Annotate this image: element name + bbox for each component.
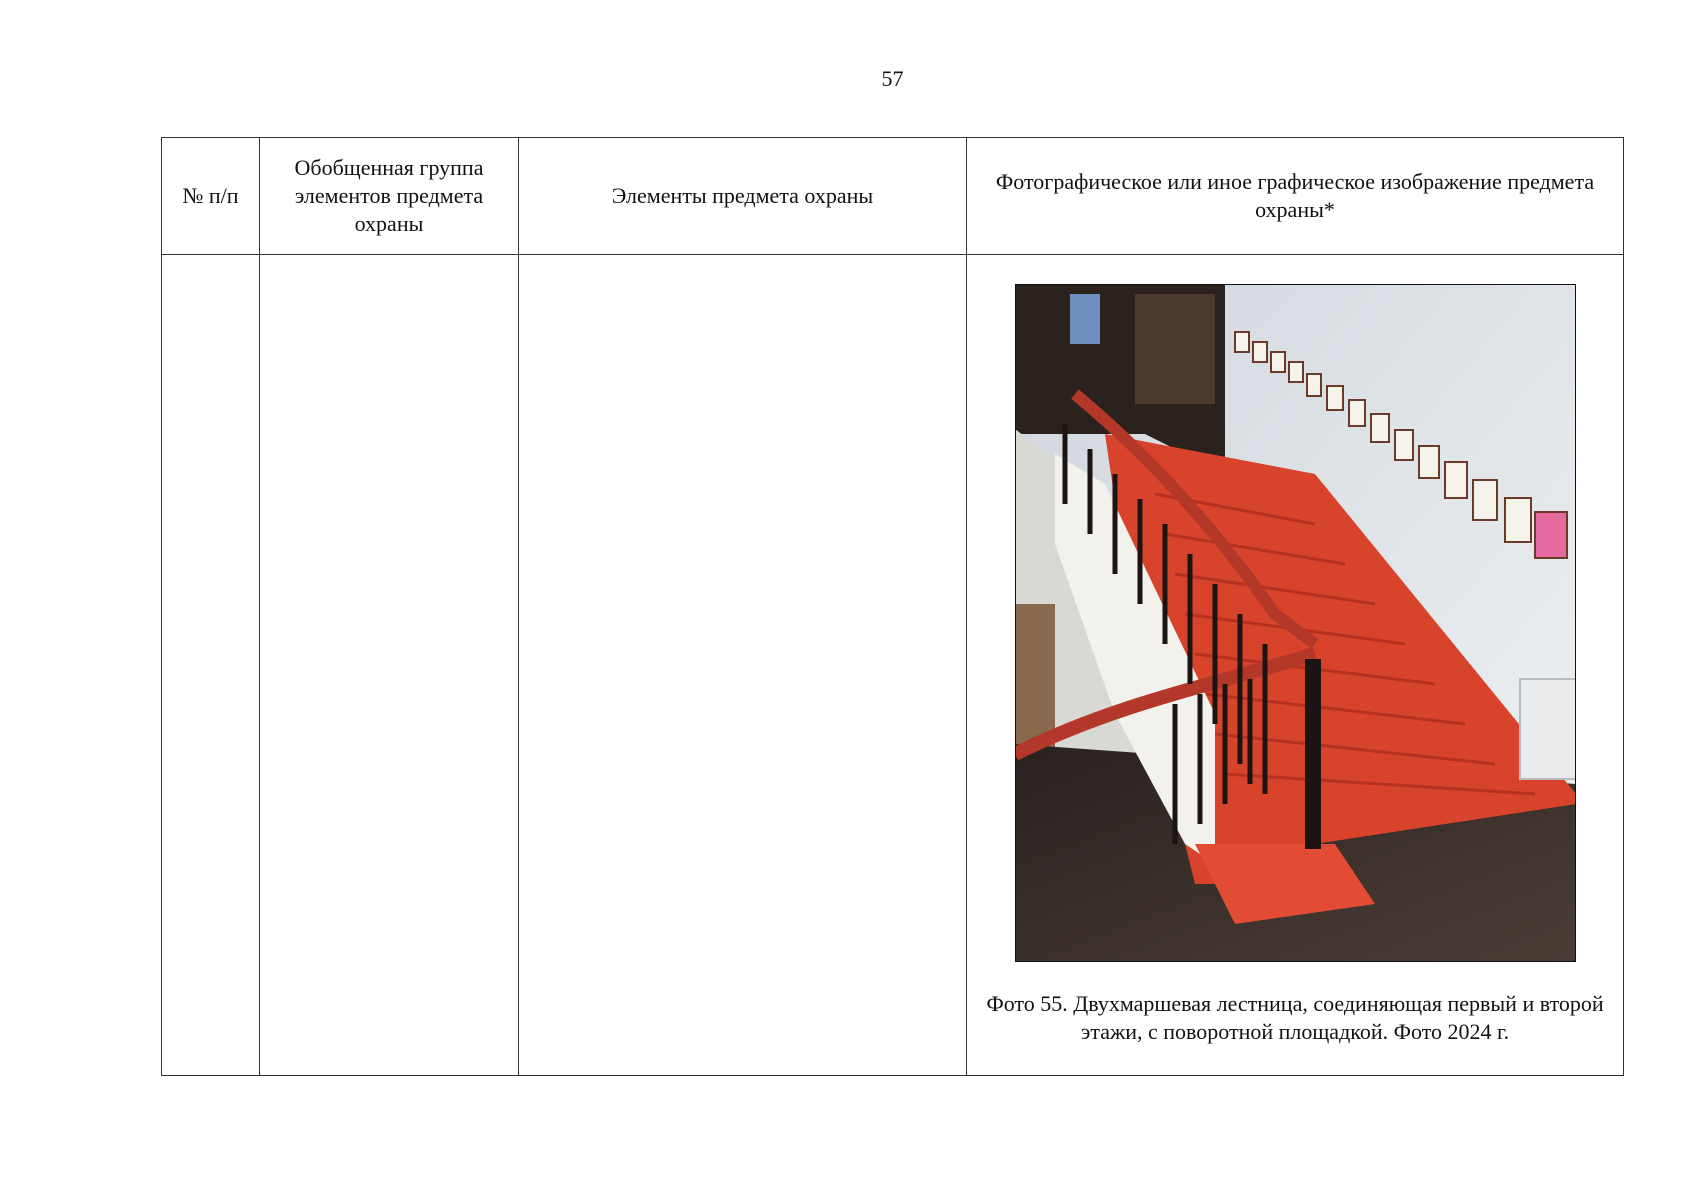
table-row [162,255,1624,1076]
header-group: Обобщенная группа элементов предмета охраны [260,138,519,255]
cell-number [162,255,260,1076]
staircase-photo [1015,284,1576,962]
cell-group [260,255,519,1076]
protection-table [161,137,1624,1076]
table-header-row [162,138,1624,255]
page-number: 57 [881,66,904,91]
cell-photo [967,255,1624,1076]
header-number: № п/п [162,138,260,255]
header-elements: Элементы предмета охраны [519,138,967,255]
photo-caption: Фото 55. Двухмаршевая лестница, соединяющая первый и второй этажи, с поворотной площадкой. Фото 2024 г. [986,991,1604,1044]
cell-elements [519,255,967,1076]
header-image: Фотографическое или иное графическое изображение предмета охраны* [967,138,1624,255]
